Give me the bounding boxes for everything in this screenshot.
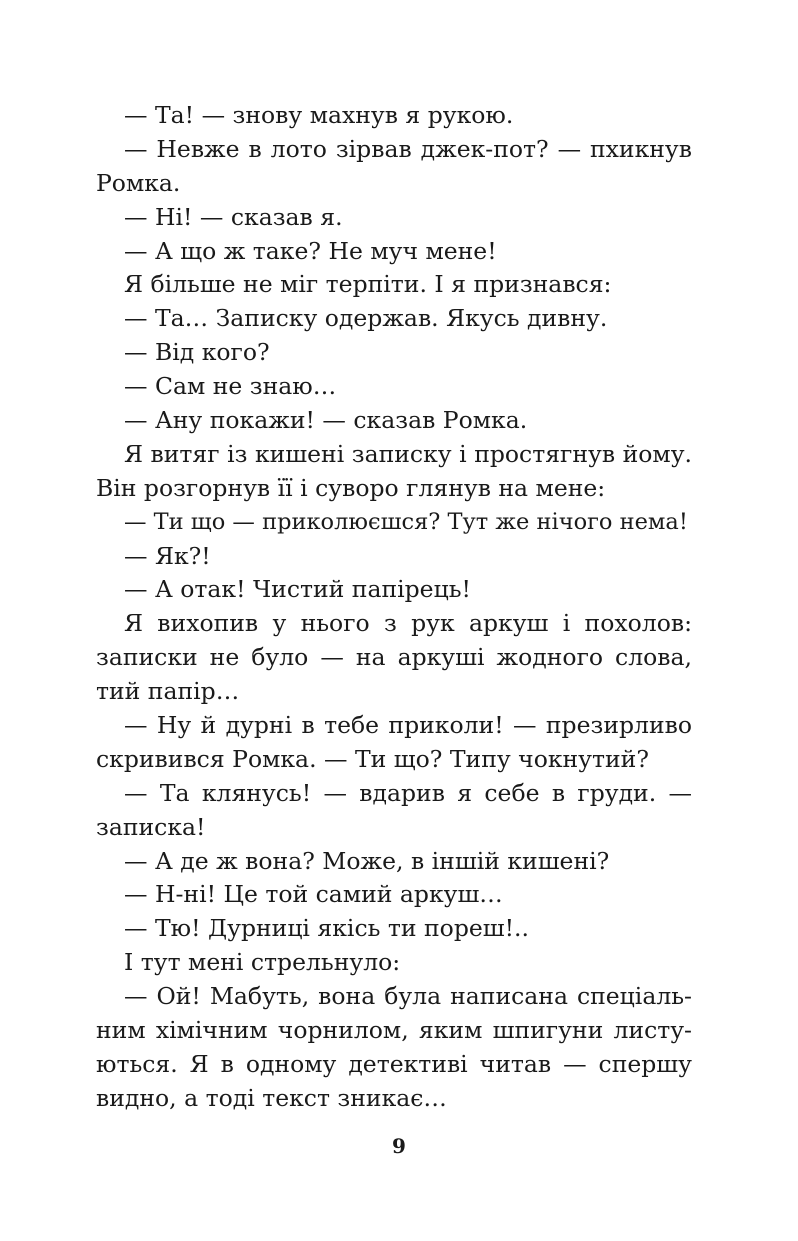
text-line: — Та клянусь! — вдарив я себе в груди. — <box>124 778 692 807</box>
text-line: — Н-ні! Це той самий аркуш… <box>124 880 503 909</box>
text-line: Я вихопив у нього з рук аркуш і похолов: <box>124 609 692 638</box>
text-line: Він розгорнув її і суворо глянув на мене: <box>96 473 606 502</box>
text-line: видно, а тоді текст зникає… <box>96 1083 447 1112</box>
text-line: — Ану покажи! — сказав Ромка. <box>124 406 528 435</box>
text-line: тий папір… <box>96 677 240 706</box>
text-line: — Ну й дурні в тебе приколи! — презирливо <box>124 711 692 740</box>
text-line: Я витяг із кишені записку і простягнув йому. <box>124 439 692 468</box>
text-line: — Ти що — приколюєшся? Тут же нічого нема! <box>124 508 688 535</box>
text-line: — Та… Записку одержав. Якусь дивну. <box>124 304 608 333</box>
text-line: І тут мені стрельнуло: <box>124 948 401 977</box>
text-line: — Як?! <box>124 541 211 570</box>
text-line: скривився Ромка. — Ти що? Типу чокнутий? <box>96 744 649 773</box>
text-line: — А отак! Чистий папірець! <box>124 575 471 604</box>
text-line: — Від кого? <box>124 338 270 367</box>
text-line: записки не було — на аркуші жодного слова, <box>96 643 692 672</box>
text-line: — Сам не знаю… <box>124 372 337 401</box>
text-line: — Невже в лото зірвав джек-пот? — пхикнув <box>124 134 692 163</box>
text-line: ним хімічним чорнилом, яким шпигуни листу- <box>96 1016 692 1045</box>
text-line: — А де ж вона? Може, в іншій кишені? <box>124 846 610 875</box>
text-line: — Тю! Дурниці якісь ти пореш!.. <box>124 914 529 943</box>
text-line: записка! <box>96 812 206 841</box>
text-line: Ромка. <box>96 168 181 197</box>
page-number: 9 <box>392 1134 406 1158</box>
text-line: — Ні! — сказав я. <box>124 202 343 231</box>
text-line: ються. Я в одному детективі читав — спершу <box>96 1049 692 1078</box>
text-line: — Ой! Мабуть, вона була написана спеціаль- <box>124 982 692 1011</box>
text-line: — Та! — знову махнув я рукою. <box>124 101 514 129</box>
body-text <box>96 99 692 1116</box>
text-line: — А що ж таке? Не муч мене! <box>124 236 497 265</box>
text-line: Я більше не міг терпіти. І я признався: <box>124 270 612 299</box>
